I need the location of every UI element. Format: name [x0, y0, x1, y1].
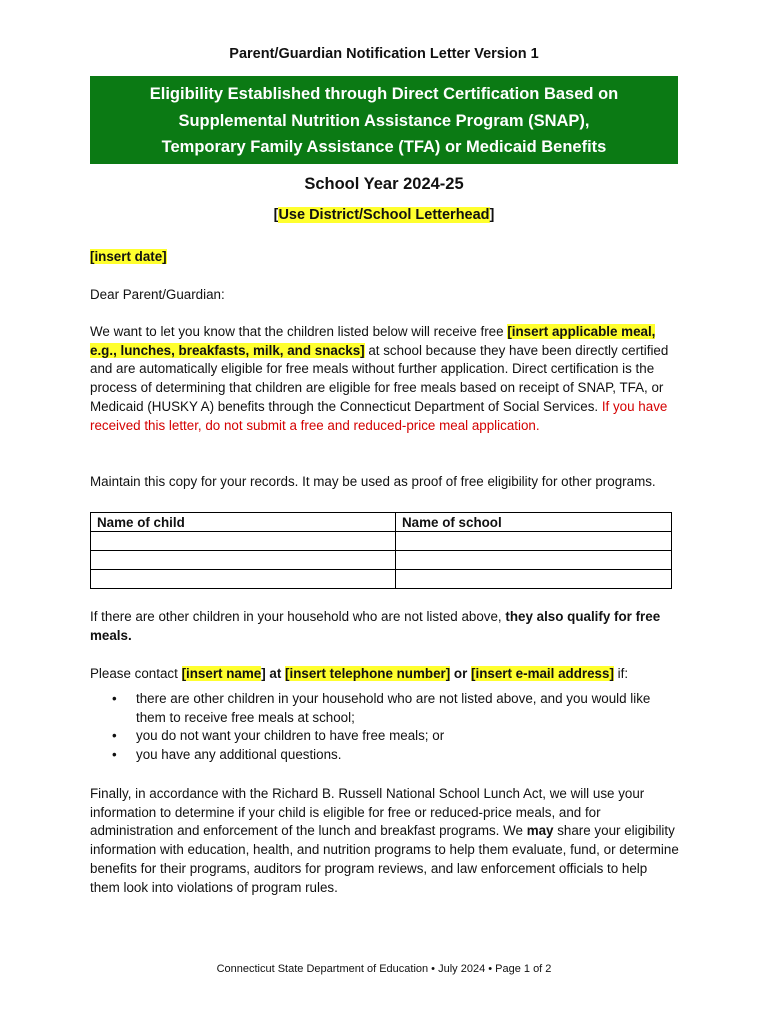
para1-text-1: We want to let you know that the children listed below will receive free [90, 324, 508, 339]
para4-text-2: share your eligibility information with education, health, and nutrition programs to help them evaluate, fund, or determine benefits for their programs, auditors for program reviews, and law enforcement officials to help them look into violations of program rules. [90, 823, 679, 895]
children-table [90, 512, 672, 589]
insert-name-placeholder: [insert name [181, 666, 262, 681]
list-item [90, 727, 680, 746]
table-row [91, 570, 672, 589]
paragraph-records: Maintain this copy for your records. It may be used as proof of free eligibility for other programs. [90, 474, 656, 489]
salutation: Dear Parent/Guardian: [90, 287, 225, 302]
table-cell [396, 551, 672, 570]
banner-line-1: Eligibility Established through Direct Certification Based on [149, 85, 619, 103]
date-line [90, 248, 680, 267]
table-row [91, 532, 672, 551]
bullet-icon: • [112, 747, 117, 763]
list-item-text: you have any additional questions. [136, 747, 342, 763]
banner-line-2: Supplemental Nutrition Assistance Program (SNAP), [178, 111, 590, 130]
para3-text: If there are other children in your household who are not listed above, [90, 609, 506, 624]
contact-at: at [265, 666, 286, 681]
insert-date-placeholder: [insert date] [90, 249, 167, 264]
school-year: School Year 2024-25 [304, 175, 464, 193]
para4-text-1: Finally, in accordance with the Richard B. Russell National School Lunch Act, we will use your information to determine if your child is eligible for free or reduced-price meals, and for administration and enforcement of the lunch and breakfast programs. We [90, 786, 645, 839]
para4-bold: may [526, 823, 554, 839]
table-header-row [91, 513, 672, 532]
bullet-icon: • [112, 728, 117, 744]
paragraph-certification [90, 323, 680, 435]
banner-line-3: Temporary Family Assistance (TFA) or Medicaid Benefits [161, 138, 607, 156]
page-footer: Connecticut State Department of Education • July 2024 • Page 1 of 2 [216, 963, 552, 975]
contact-prefix: Please contact [90, 666, 182, 681]
meal-type-placeholder: [insert applicable meal, e.g., lunches, breakfasts, milk, and snacks] [90, 324, 656, 358]
table-cell [396, 532, 672, 551]
letterhead-open-bracket: [ [273, 207, 279, 223]
contact-reasons-list [90, 690, 680, 765]
do-not-apply-warning: If you have received this letter, do not submit a free and reduced-price meal application. [90, 398, 668, 433]
document-title: Parent/Guardian Notification Letter Version 1 [229, 46, 539, 62]
table-cell [91, 532, 396, 551]
table-cell [91, 551, 396, 570]
bullet-icon: • [112, 691, 117, 706]
list-item [90, 746, 680, 765]
letterhead-text: Use District/School Letterhead [278, 207, 490, 223]
letterhead-placeholder [90, 207, 678, 223]
paragraph-other-children [90, 608, 680, 645]
para3-bold: they also qualify for free meals. [90, 609, 661, 643]
contact-suffix: if: [613, 666, 629, 681]
insert-name-close: ] [261, 666, 266, 681]
contact-line [90, 665, 680, 684]
insert-phone-placeholder: [insert telephone number] [285, 666, 451, 681]
header-child-name: Name of child [91, 513, 396, 532]
list-item-text: there are other children in your household who are not listed above, and you would like them to receive free meals at school; [136, 691, 651, 725]
header-school-name: Name of school [396, 513, 672, 532]
contact-or: or [450, 666, 472, 681]
table-row [91, 551, 672, 570]
list-item [90, 690, 680, 727]
insert-email-placeholder: [insert e-mail address] [471, 666, 614, 681]
table-cell [396, 570, 672, 589]
para1-text-2: at school because they have been directly certified and are automatically eligible for free meals without further application. Direct certification is the process of determining that children are eligible for free meals based on receipt of SNAP, TFA, or Medicaid (HUSKY A) benefits through the Connecticut Department of Social Services. [90, 342, 669, 414]
list-item-text: you do not want your children to have free meals; or [136, 728, 445, 744]
table-cell [91, 570, 396, 589]
eligibility-banner [90, 76, 678, 164]
letterhead-close-bracket: ] [489, 207, 495, 223]
paragraph-privacy [90, 785, 680, 897]
